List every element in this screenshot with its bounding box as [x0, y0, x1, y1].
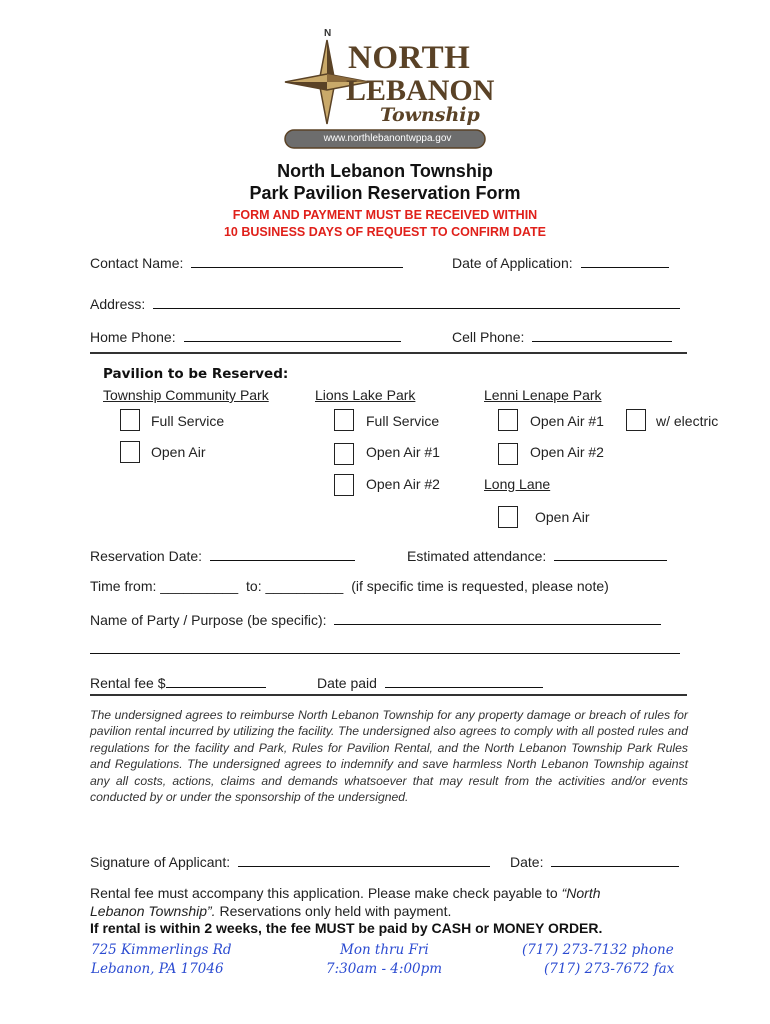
footer-address-line-2: Lebanon, PA 17046 [91, 961, 224, 977]
date-of-application-field[interactable] [581, 253, 669, 268]
contact-name-field[interactable] [191, 253, 403, 268]
attendance-label: Estimated attendance: [407, 548, 547, 564]
logo-line-lebanon: LEBANON [346, 74, 495, 107]
date-of-application-label: Date of Application: [452, 255, 573, 271]
long-lane-open-air-label: Open Air [535, 509, 590, 525]
signature-date-field[interactable] [551, 852, 679, 867]
notice-line-1: FORM AND PAYMENT MUST BE RECEIVED WITHIN [232, 208, 538, 222]
liability-agreement-text: The undersigned agrees to reimburse North Lebanon Township for any property damage or breach of rules for pavilion rental incurred by utilizing the facility. The undersigned also agrees to comply with all posted rules and regulations for the facility and Park, Rules for Pavilion Rental, and the North Lebanon Township Park Rules and Regulations. The undersigned agrees to indemnify and save harmless North Lebanon Township against any all costs, actions, claims and demands whatsoever that may result from the activities and/or events conducted by or under the sponsorship of the undersigned. [90, 708, 688, 805]
form-title-township: North Lebanon Township [277, 161, 493, 181]
lenni-open-air-2-label: Open Air #2 [530, 444, 604, 460]
township-open-air-label: Open Air [151, 444, 206, 460]
payee-name-part1: “North [561, 885, 601, 901]
cell-phone-label: Cell Phone: [452, 329, 525, 345]
footer-hours-time: 7:30am - 4:00pm [326, 961, 443, 977]
footer-address-line-1: 725 Kimmerlings Rd [91, 942, 232, 958]
lions-open-air-1-checkbox[interactable] [334, 443, 354, 465]
home-phone-field[interactable] [184, 327, 401, 342]
attendance-field[interactable] [554, 546, 667, 561]
notice-line-2: 10 BUSINESS DAYS OF REQUEST TO CONFIRM DATE [223, 225, 547, 239]
signature-field[interactable] [238, 852, 490, 867]
township-full-service-checkbox[interactable] [120, 409, 140, 431]
park-name-long-lane: Long Lane [484, 476, 551, 492]
payee-name-part2: Lebanon Township”. [90, 903, 216, 919]
signature-date-label: Date: [510, 854, 544, 870]
home-phone-label: Home Phone: [90, 329, 176, 345]
township-logo [280, 30, 495, 155]
park-name-township: Township Community Park [103, 387, 269, 403]
lenni-open-air-1-checkbox[interactable] [498, 409, 518, 431]
time-from-field[interactable]: Time from: __________ [90, 578, 239, 594]
rental-fee-label: Rental fee $ [90, 675, 166, 691]
contact-name-label: Contact Name: [90, 255, 184, 271]
lenni-open-air-1-label: Open Air #1 [530, 413, 604, 429]
reservation-date-label: Reservation Date: [90, 548, 203, 564]
cell-phone-field[interactable] [532, 327, 672, 342]
logo-url: www.northlebanontwppa.gov [323, 133, 452, 144]
time-note: (if specific time is requested, please note) [351, 578, 609, 594]
date-paid-label: Date paid [317, 675, 377, 691]
lions-open-air-2-label: Open Air #2 [366, 476, 440, 492]
lions-open-air-2-checkbox[interactable] [334, 474, 354, 496]
logo-line-north: NORTH [348, 40, 471, 76]
lions-full-service-checkbox[interactable] [334, 409, 354, 431]
date-paid-field[interactable] [385, 673, 543, 688]
payment-note-text: Rental fee must accompany this application. Please make check payable to [90, 885, 562, 901]
lenni-electric-label: w/ electric [656, 413, 719, 429]
section-divider-top [90, 352, 687, 354]
lenni-open-air-2-checkbox[interactable] [498, 443, 518, 465]
party-purpose-label: Name of Party / Purpose (be specific): [90, 612, 327, 628]
logo-line-township: Township [380, 104, 480, 126]
township-full-service-label: Full Service [151, 413, 225, 429]
lenni-electric-checkbox[interactable] [626, 409, 646, 431]
compass-north-letter: N [324, 28, 332, 39]
long-lane-open-air-checkbox[interactable] [498, 506, 518, 528]
footer-fax: (717) 273-7672 fax [544, 961, 675, 977]
cash-money-order-warning: If rental is within 2 weeks, the fee MUST be paid by CASH or MONEY ORDER. [90, 920, 603, 936]
footer-phone: (717) 273-7132 phone [522, 942, 674, 958]
address-field[interactable] [153, 294, 680, 309]
lions-full-service-label: Full Service [366, 413, 440, 429]
park-name-lions: Lions Lake Park [315, 387, 416, 403]
party-purpose-field[interactable] [334, 610, 661, 625]
township-open-air-checkbox[interactable] [120, 441, 140, 463]
party-purpose-field-line-2[interactable] [90, 653, 680, 654]
footer-hours-days: Mon thru Fri [340, 942, 429, 958]
park-name-lenni: Lenni Lenape Park [484, 387, 602, 403]
time-to-field[interactable]: to: __________ [246, 578, 344, 594]
address-label: Address: [90, 296, 146, 312]
form-title: Park Pavilion Reservation Form [249, 183, 521, 203]
signature-label: Signature of Applicant: [90, 854, 231, 870]
section-divider-bottom [90, 694, 687, 696]
lions-open-air-1-label: Open Air #1 [366, 444, 440, 460]
rental-fee-field[interactable] [166, 673, 266, 688]
pavilion-heading: Pavilion to be Reserved: [103, 366, 289, 382]
reservation-date-field[interactable] [210, 546, 355, 561]
payment-hold-note: Reservations only held with payment. [215, 903, 452, 919]
